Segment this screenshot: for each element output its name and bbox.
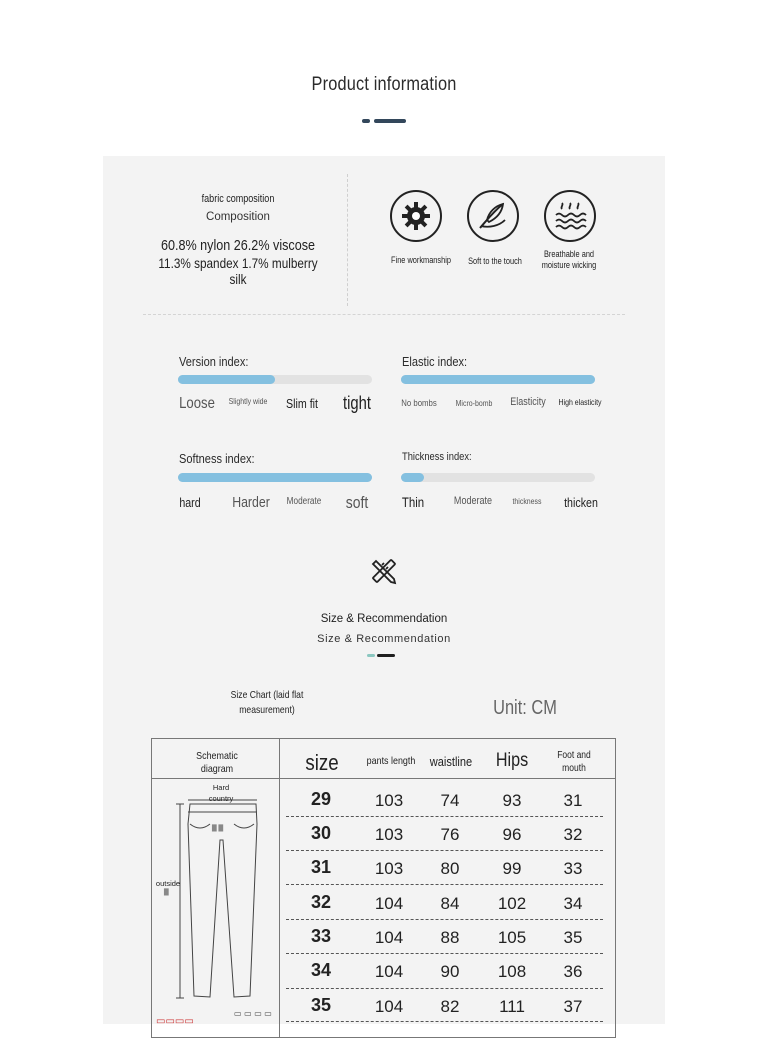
version-option-slightly-wide: Slightly wide [228, 396, 268, 406]
cell-hips: 105 [497, 928, 527, 947]
version-index-fill [178, 375, 275, 384]
elastic-option-micro-bomb: Micro-bomb [455, 398, 493, 408]
column-header-size: size [305, 750, 339, 775]
column-header-hips: Hips [495, 750, 529, 771]
cell-size: 34 [310, 960, 332, 980]
thickness-option-thin: Thin [401, 494, 425, 510]
feather-icon [467, 190, 519, 242]
softness-option-hard: hard [179, 495, 201, 510]
softness-index-fill [178, 473, 372, 482]
size-subheading: Size & Recommendation [317, 633, 451, 645]
size-chart-caption: Size Chart (laid flat measurement) [230, 689, 304, 716]
softness-index-bar [178, 473, 372, 482]
cell-foot-mouth: 32 [563, 825, 583, 844]
svg-text:▭ ▭ ▭ ▭: ▭ ▭ ▭ ▭ [234, 1009, 272, 1018]
elastic-index-title: Elastic index: [402, 354, 468, 369]
cell-foot-mouth: 35 [563, 928, 583, 947]
elastic-option-no-bombs: No bombs [401, 398, 437, 409]
svg-text:█: █ [164, 889, 169, 896]
horizontal-divider [143, 314, 625, 315]
pants-schematic-diagram [154, 780, 276, 1024]
cell-pants-length: 103 [374, 859, 404, 878]
pencil-ruler-icon [370, 557, 398, 585]
cell-size: 33 [310, 926, 332, 946]
thickness-option-thickness: thickness [512, 496, 542, 506]
svg-text:▭▭▭▭: ▭▭▭▭ [156, 1016, 194, 1024]
row-divider [286, 988, 603, 989]
cell-size: 32 [310, 892, 332, 912]
diagram-label-side: outside [155, 879, 181, 888]
thickness-option-thicken: thicken [564, 495, 598, 510]
cell-hips: 93 [502, 791, 522, 810]
table-header-divider [151, 778, 616, 779]
cell-size: 31 [310, 857, 332, 877]
fabric-composition-label: fabric composition [201, 193, 275, 205]
diagram-label-top: Hard country [208, 783, 234, 803]
cell-size: 35 [310, 995, 332, 1015]
composition-label: Composition [206, 211, 270, 223]
title-accent-divider [362, 119, 406, 123]
cell-hips: 102 [497, 894, 527, 913]
version-index-title: Version index: [179, 354, 249, 369]
row-divider [286, 919, 603, 920]
feature-label-soft: Soft to the touch [468, 256, 522, 266]
size-accent-divider [367, 654, 397, 657]
elastic-option-elasticity: Elasticity [510, 396, 546, 408]
unit-label: Unit: CM [493, 697, 557, 719]
cell-pants-length: 104 [374, 928, 404, 947]
vertical-divider [347, 174, 348, 306]
softness-option-moderate: Moderate [286, 496, 322, 507]
elastic-index-fill [401, 375, 595, 384]
thickness-option-moderate: Moderate [453, 495, 493, 507]
cell-pants-length: 104 [374, 997, 404, 1016]
thickness-index-bar [401, 473, 595, 482]
softness-index-title: Softness index: [179, 451, 255, 466]
version-option-loose: Loose [179, 395, 215, 412]
svg-text:█ █: █ █ [212, 825, 224, 832]
gear-icon [390, 190, 442, 242]
cell-size: 29 [310, 789, 332, 809]
column-header-pants-length: pants length [366, 755, 416, 767]
cell-waistline: 88 [440, 928, 460, 947]
cell-hips: 108 [497, 962, 527, 981]
softness-option-soft: soft [345, 493, 369, 512]
cell-foot-mouth: 31 [563, 791, 583, 810]
cell-hips: 111 [499, 997, 525, 1016]
row-divider [286, 1021, 603, 1022]
row-divider [286, 953, 603, 954]
row-divider [286, 884, 603, 885]
table-column-divider [279, 738, 280, 1038]
cell-pants-length: 104 [374, 894, 404, 913]
column-header-waistline: waistline [429, 754, 473, 769]
cell-waistline: 76 [440, 825, 460, 844]
column-header-foot-mouth: Foot and mouth [557, 750, 591, 774]
cell-hips: 99 [502, 859, 522, 878]
version-index-bar [178, 375, 372, 384]
cell-foot-mouth: 33 [563, 859, 583, 878]
row-divider [286, 850, 603, 851]
column-header-diagram: Schematic diagram [196, 750, 238, 775]
cell-waistline: 84 [440, 894, 460, 913]
cell-waistline: 74 [440, 791, 460, 810]
row-divider [286, 816, 603, 817]
water-waves-icon [544, 190, 596, 242]
composition-line-2: 11.3% spandex 1.7% mulberry silk [158, 255, 318, 287]
cell-foot-mouth: 37 [563, 997, 583, 1016]
cell-waistline: 82 [440, 997, 460, 1016]
version-option-tight: tight [343, 393, 371, 413]
cell-hips: 96 [502, 825, 522, 844]
composition-line-1: 60.8% nylon 26.2% viscose [160, 237, 316, 254]
feature-label-workmanship: Fine workmanship [391, 255, 451, 265]
feature-label-breathable: Breathable and moisture wicking [541, 249, 597, 270]
page-title: Product information [311, 74, 457, 95]
cell-waistline: 90 [440, 962, 460, 981]
softness-option-harder: Harder [232, 494, 270, 511]
thickness-index-fill [401, 473, 424, 482]
cell-foot-mouth: 36 [563, 962, 583, 981]
elastic-option-high-elasticity: High elasticity [558, 397, 602, 407]
cell-size: 30 [310, 823, 332, 843]
version-option-slim-fit: Slim fit [286, 396, 318, 411]
thickness-index-title: Thickness index: [402, 451, 472, 463]
cell-pants-length: 103 [374, 791, 404, 810]
cell-waistline: 80 [440, 859, 460, 878]
elastic-index-bar [401, 375, 595, 384]
cell-pants-length: 104 [374, 962, 404, 981]
cell-foot-mouth: 34 [563, 894, 583, 913]
size-heading: Size & Recommendation [320, 613, 448, 625]
cell-pants-length: 103 [374, 825, 404, 844]
